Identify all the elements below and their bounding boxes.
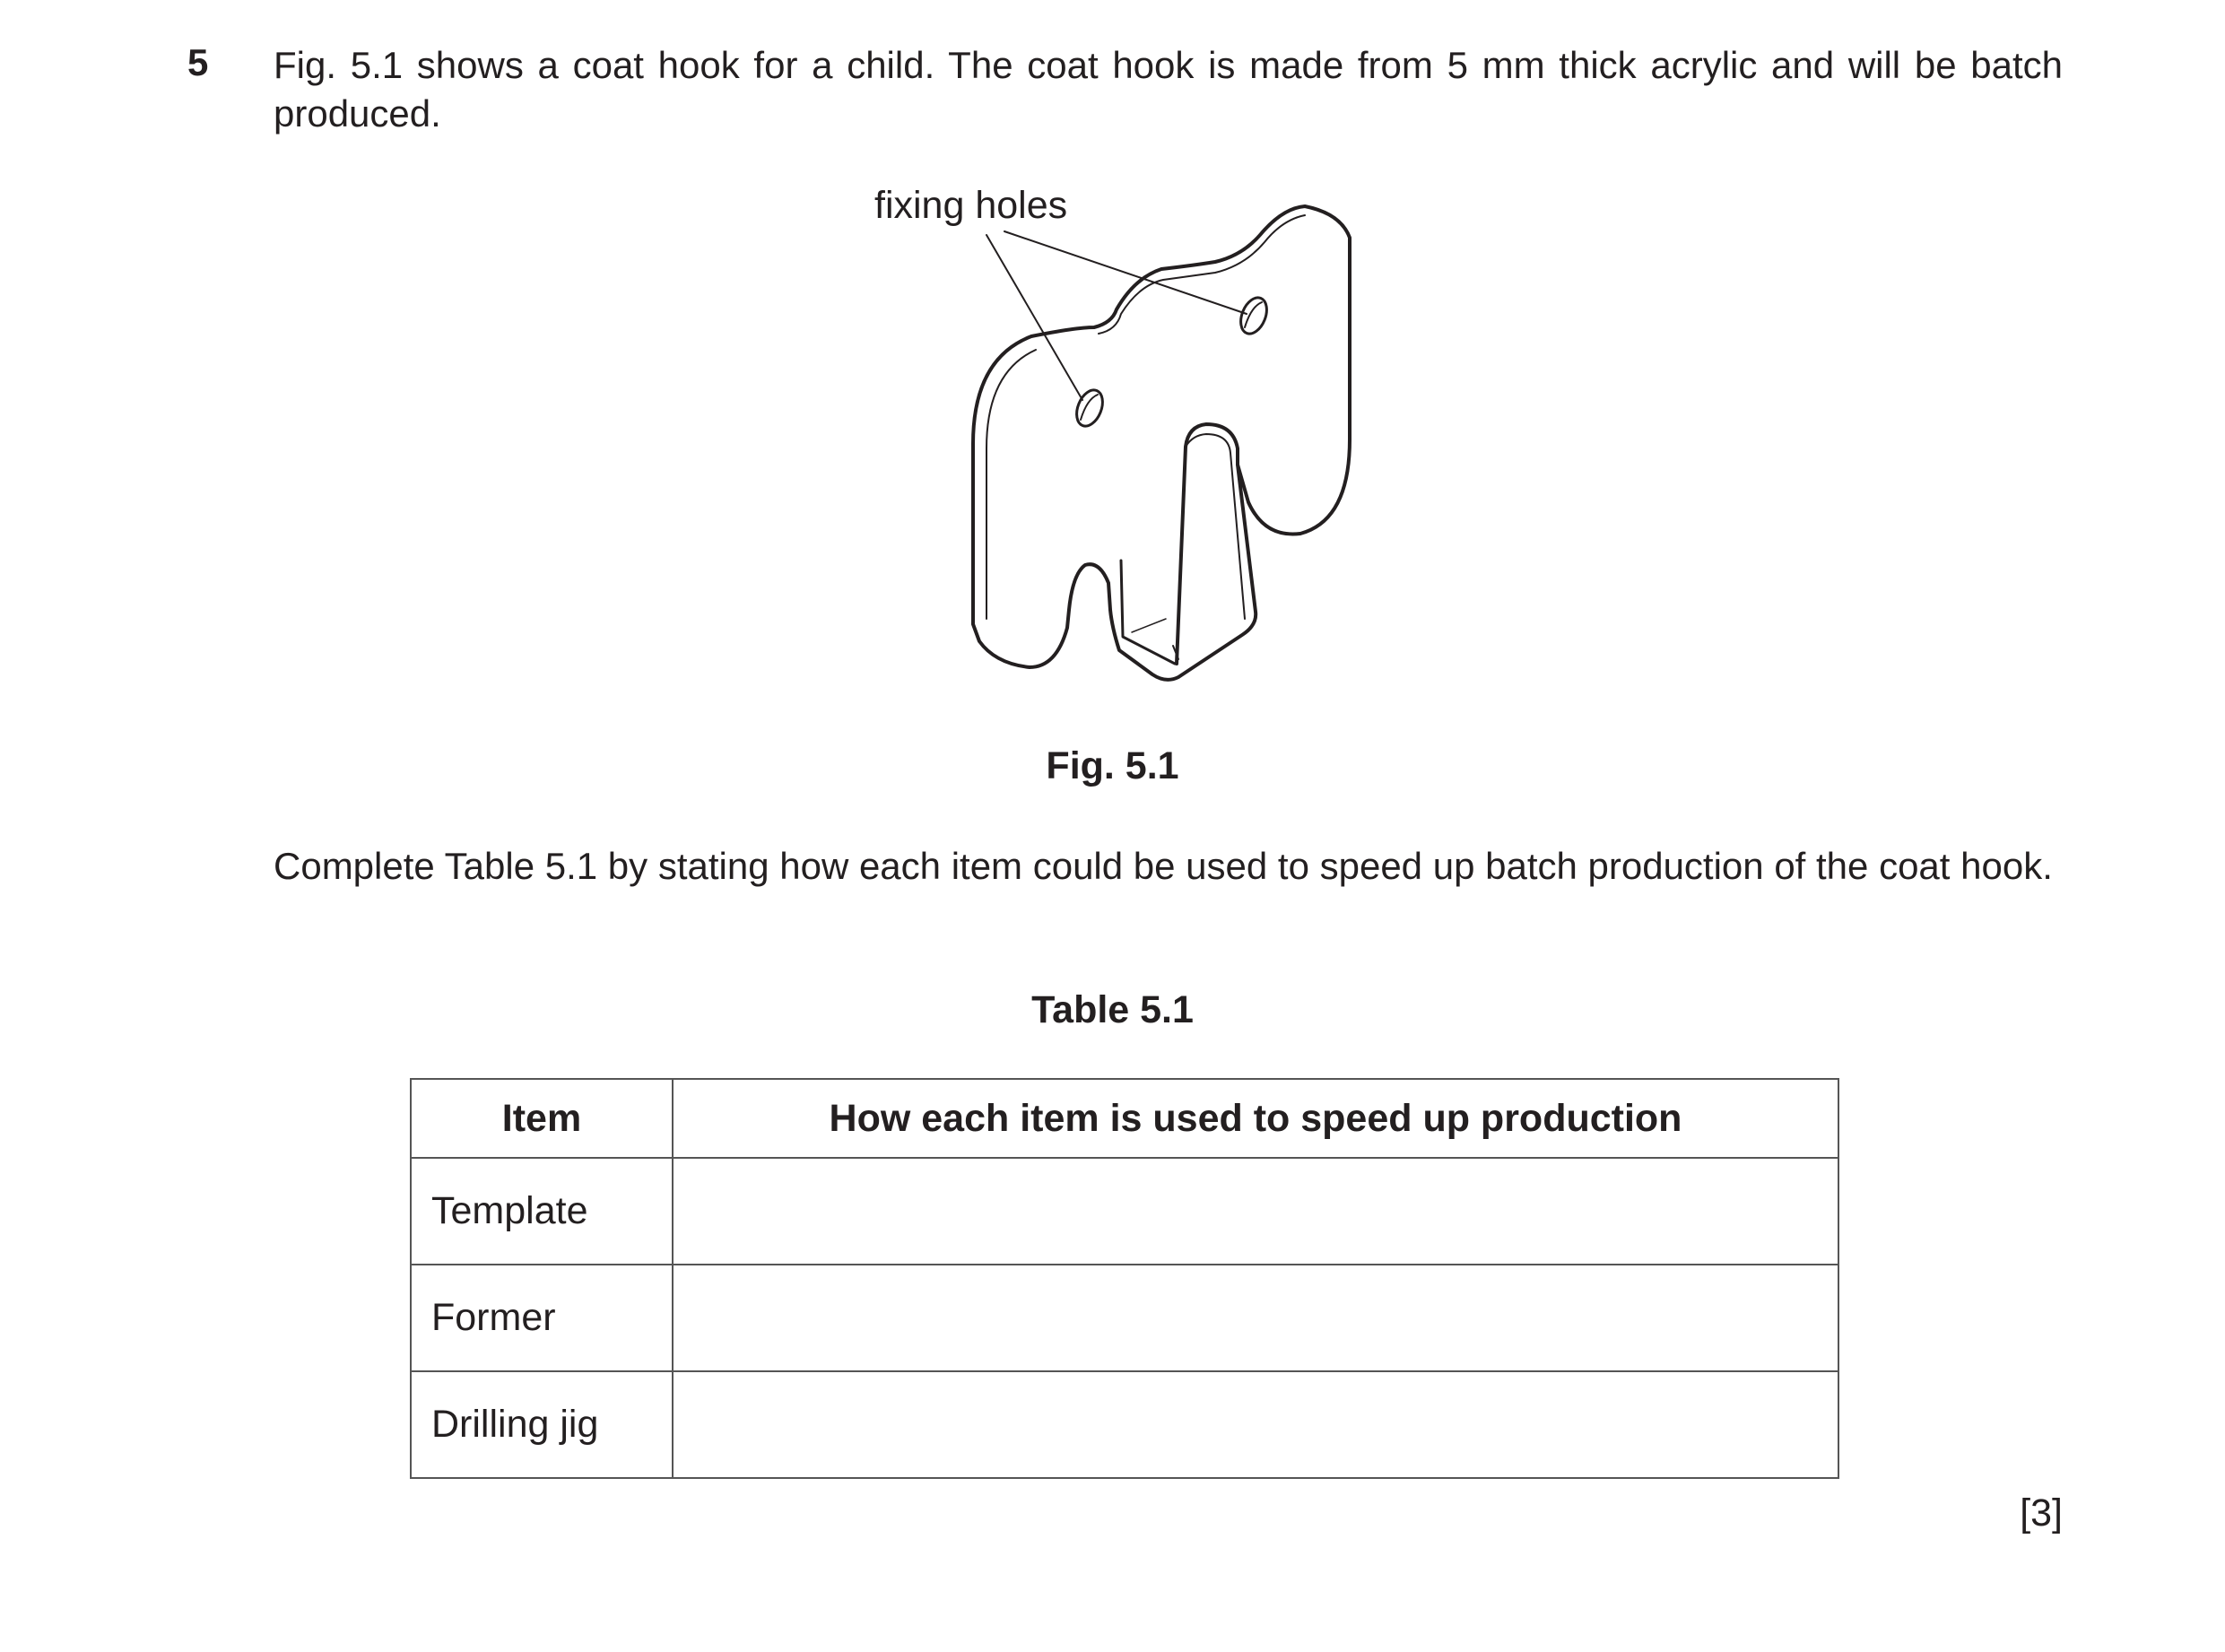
- fixing-hole-right: [1236, 294, 1272, 338]
- marks-allocation: [3]: [2020, 1491, 2063, 1535]
- table-row: [411, 1265, 1838, 1371]
- leader-line-left: [986, 235, 1082, 400]
- answer-cell[interactable]: [673, 1158, 1838, 1265]
- item-cell: Former: [411, 1265, 673, 1371]
- header-how-used: How each item is used to speed up production: [673, 1079, 1838, 1158]
- item-cell: Drilling jig: [411, 1371, 673, 1478]
- hook-front-outline: [973, 206, 1350, 680]
- question-intro: Fig. 5.1 shows a coat hook for a child. The coat hook is made from 5 mm thick acrylic and will be batch produced.: [274, 44, 2063, 135]
- question-instruction: Complete Table 5.1 by stating how each item could be used to speed up batch production of the coat hook.: [274, 845, 2053, 887]
- fixing-hole-left: [1072, 387, 1108, 430]
- question-number: 5: [187, 41, 209, 83]
- header-item: Item: [411, 1079, 673, 1158]
- table-header-row: [411, 1079, 1838, 1158]
- table-row: [411, 1158, 1838, 1265]
- figure-caption: Fig. 5.1: [1046, 744, 1179, 787]
- table-row: [411, 1371, 1838, 1478]
- answer-cell[interactable]: [673, 1371, 1838, 1478]
- hook-arm: [1177, 424, 1238, 664]
- figure-label-fixing-holes: fixing holes: [874, 184, 1068, 227]
- answer-table: [410, 1078, 1839, 1479]
- hook-slot: [1121, 561, 1175, 664]
- coat-hook-figure: [861, 170, 1381, 709]
- item-cell: Template: [411, 1158, 673, 1265]
- answer-cell[interactable]: [673, 1265, 1838, 1371]
- table-caption: Table 5.1: [1031, 988, 1194, 1031]
